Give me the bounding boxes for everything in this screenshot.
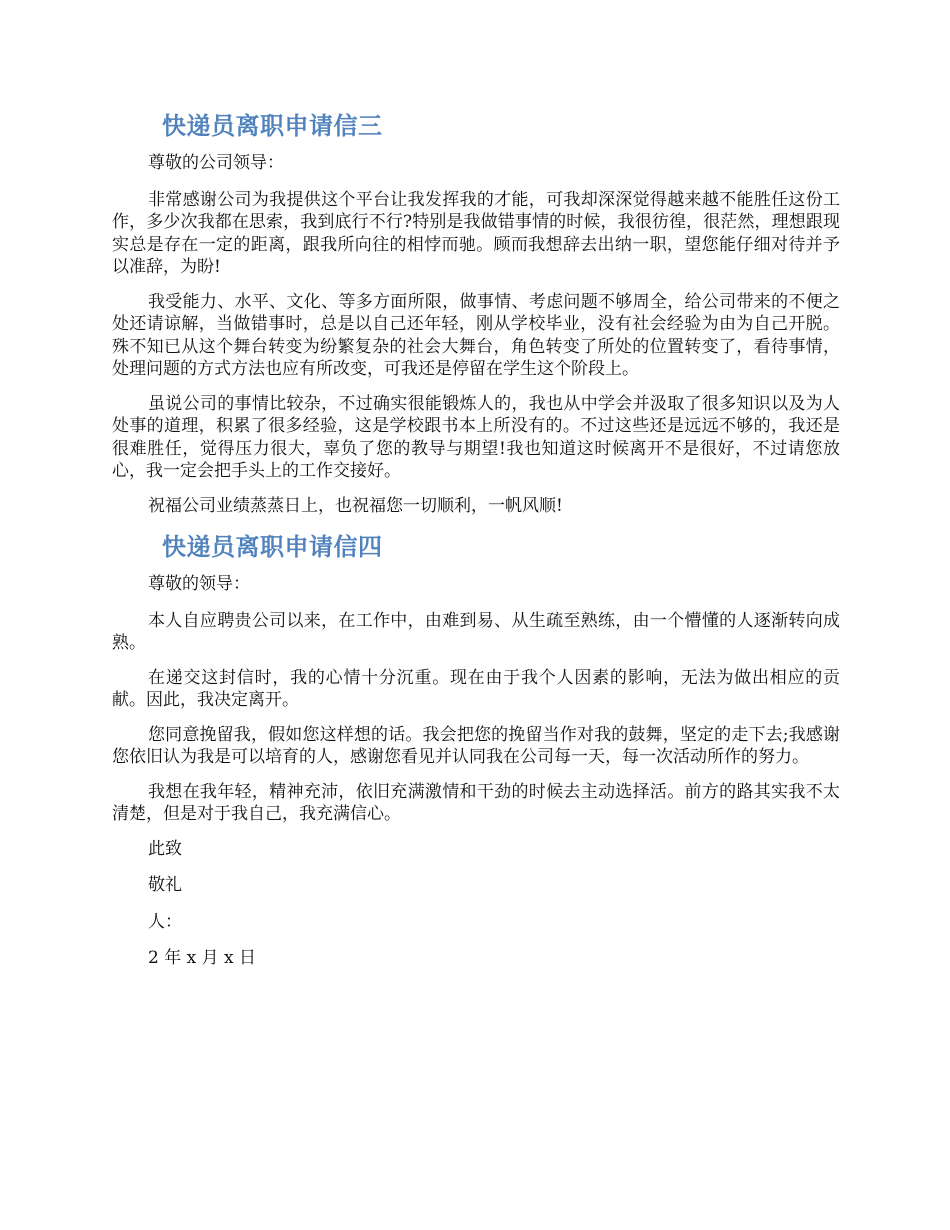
paragraph: 您同意挽留我，假如您这样想的话。我会把您的挽留当作对我的鼓舞，坚定的走下去;我感谢您依旧认为我是可以培育的人，感谢您看见并认同我在公司每一天，每一次活动所作的努力。: [112, 724, 840, 767]
paragraph: 在递交这封信时，我的心情十分沉重。现在由于我个人因素的影响，无法为做出相应的贡献。因此，我决定离开。: [112, 667, 840, 710]
date-line: 2 年 x 月 x 日: [148, 948, 257, 968]
closing-cizhi: 此致: [148, 838, 182, 859]
paragraph: 我受能力、水平、文化、等多方面所限，做事情、考虑问题不够周全，给公司带来的不便之处还请谅解，当做错事时，总是以自己还年轻，刚从学校毕业，没有社会经验为由为自己开脱。殊不知已从这个舞台转变为纷繁复杂的社会大舞台，角色转变了所处的位置转变了，看待事情，处理问题的方式方法也应有所改变，可我还是停留在学生这个阶段上。: [112, 291, 840, 379]
paragraph: 我想在我年轻，精神充沛，依旧充满激情和干劲的时候去主动选择活。前方的路其实我不太清楚，但是对于我自己，我充满信心。: [112, 781, 840, 824]
salutation-4: 尊敬的领导：: [148, 574, 250, 594]
paragraph: 祝福公司业绩蒸蒸日上，也祝福您一切顺利，一帆风顺!: [148, 495, 563, 516]
section-title-4: 快递员离职申请信四: [162, 533, 383, 561]
closing-jingli: 敬礼: [148, 875, 182, 895]
paragraph: 本人自应聘贵公司以来，在工作中，由难到易、从生疏至熟练，由一个懵懂的人逐渐转向成熟。: [112, 610, 840, 653]
paragraph: 非常感谢公司为我提供这个平台让我发挥我的才能，可我却深深觉得越来越不能胜任这份工作，多少次我都在思索，我到底行不行?特别是我做错事情的时候，我很彷徨，很茫然，理想跟现实总是存在一定的距离，跟我所向往的相悖而驰。顾而我想辞去出纳一职，望您能仔细对待并予以准辞，为盼!: [112, 189, 840, 277]
document-content: [112, 108, 840, 984]
section-title-3: 快递员离职申请信三: [162, 112, 383, 140]
paragraph: 虽说公司的事情比较杂，不过确实很能锻炼人的，我也从中学会并汲取了很多知识以及为人处事的道理，积累了很多经验，这是学校跟书本上所没有的。不过这些还是远远不够的，我还是很难胜任，觉得压力很大，辜负了您的教导与期望!我也知道这时候离开不是很好，不过请您放心，我一定会把手头上的工作交接好。: [112, 393, 840, 481]
signature-line: 人：: [148, 911, 182, 932]
salutation-3: 尊敬的公司领导：: [148, 153, 284, 173]
